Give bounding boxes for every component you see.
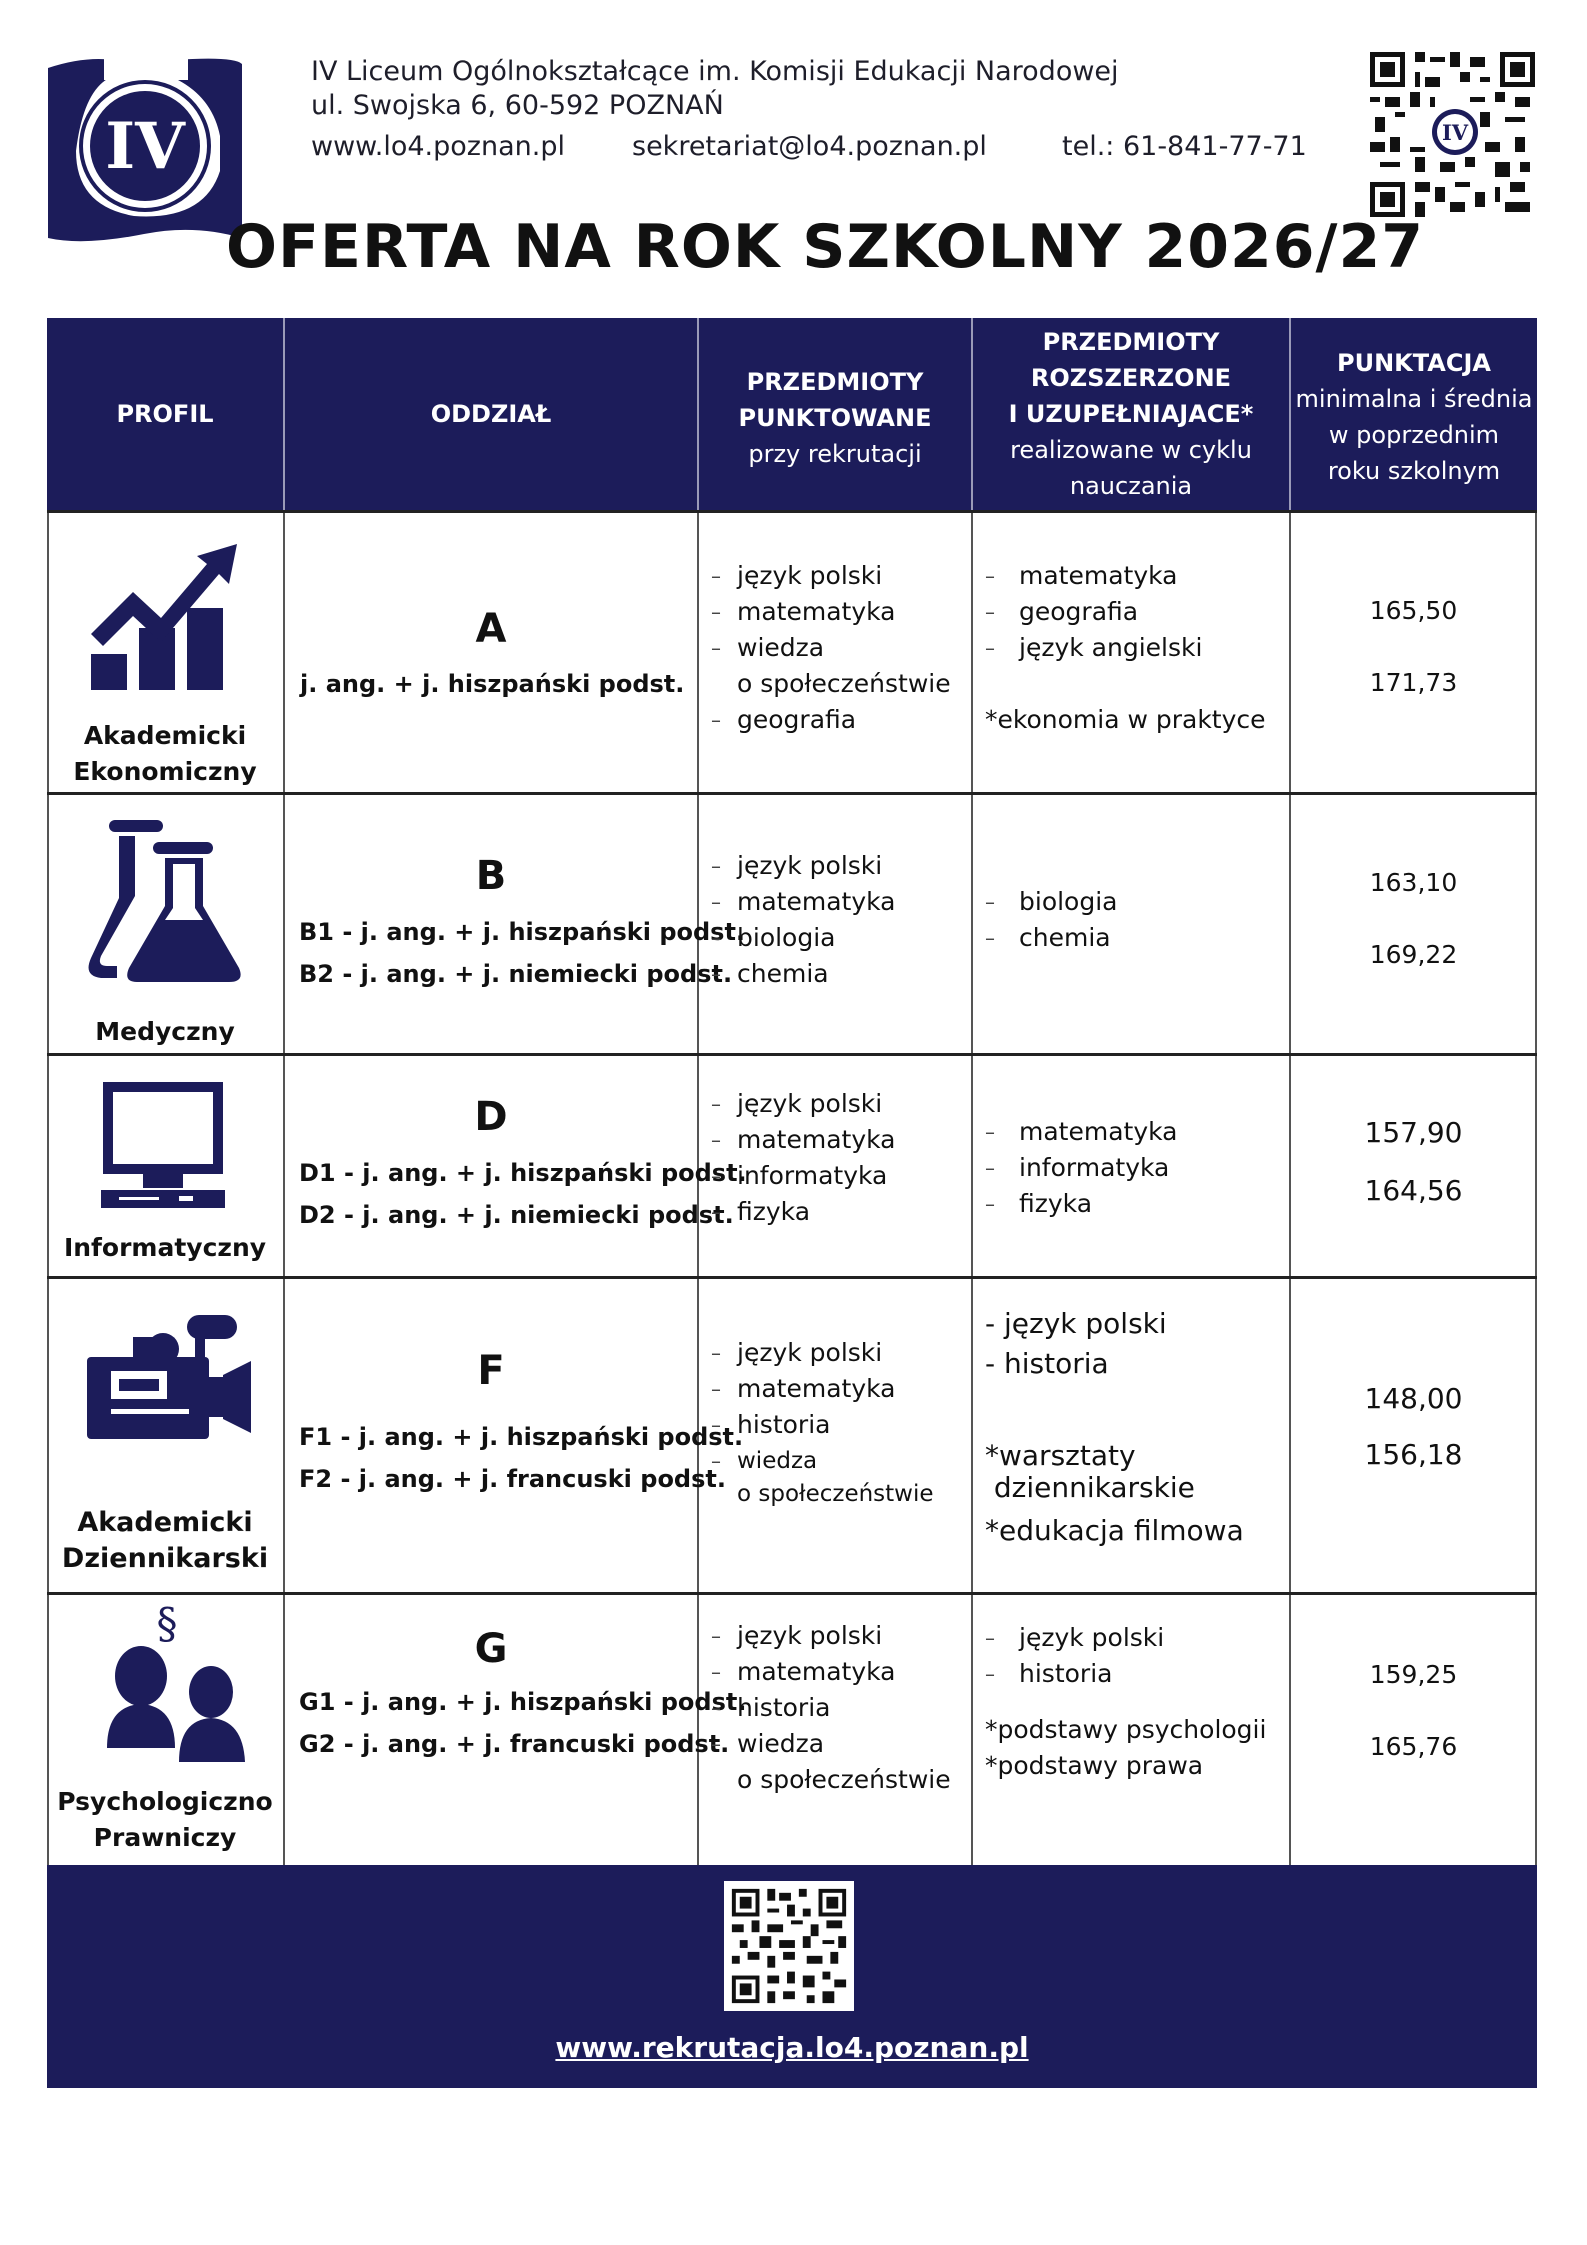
email-link[interactable]: sekretariat@lo4.poznan.pl bbox=[632, 131, 987, 162]
recruitment-link[interactable]: www.rekrutacja.lo4.poznan.pl bbox=[555, 2031, 1029, 2064]
profile-name: Psychologiczno Prawniczy bbox=[57, 1787, 273, 1852]
list-item: – matematyka bbox=[711, 594, 951, 630]
extended-subject: - historia bbox=[985, 1347, 1109, 1380]
class-description: G2 - j. ang. + j. francuski podst. bbox=[299, 1730, 730, 1758]
offer-table bbox=[47, 318, 1537, 2088]
list-item: – język polski bbox=[711, 558, 951, 594]
list-item: – matematyka bbox=[711, 1122, 895, 1158]
list-item: – wiedza bbox=[711, 1726, 951, 1762]
list-item: – historia bbox=[711, 1407, 934, 1443]
class-letter: A bbox=[475, 606, 507, 652]
score-min: 159,25 bbox=[1369, 1660, 1458, 1689]
list-item: – język angielski bbox=[985, 630, 1202, 666]
list-item: – język polski bbox=[711, 1335, 934, 1371]
scored-subjects bbox=[711, 848, 895, 992]
website-link[interactable]: www.lo4.poznan.pl bbox=[311, 131, 565, 162]
list-item: – matematyka bbox=[985, 1114, 1177, 1150]
profile-name: Informatyczny bbox=[63, 1233, 267, 1262]
score-avg: 165,76 bbox=[1369, 1732, 1458, 1761]
list-item: – geografia bbox=[985, 594, 1202, 630]
list-item: – wiedza bbox=[711, 630, 951, 666]
extended-subject: - język polski bbox=[985, 1307, 1167, 1340]
list-item: – język polski bbox=[711, 1618, 951, 1654]
grid-line bbox=[283, 318, 285, 510]
flasks-icon bbox=[87, 816, 247, 986]
grid-line bbox=[1289, 318, 1291, 510]
list-item: – historia bbox=[711, 1690, 951, 1726]
people-paragraph-icon bbox=[107, 1598, 262, 1763]
supplementary-subject: *podstawy prawa bbox=[985, 1751, 1204, 1780]
supplementary-subject: *ekonomia w praktyce bbox=[985, 705, 1266, 734]
class-description: D2 - j. ang. + j. niemiecki podst. bbox=[299, 1201, 734, 1229]
supplementary-subject: *warsztaty bbox=[985, 1439, 1136, 1472]
list-item: – chemia bbox=[985, 920, 1118, 956]
class-letter: B bbox=[475, 853, 507, 899]
extended-subjects bbox=[985, 1114, 1177, 1222]
supplementary-subject: *podstawy psychologii bbox=[985, 1715, 1267, 1744]
list-item: – biologia bbox=[711, 920, 895, 956]
score-min: 163,10 bbox=[1369, 868, 1458, 897]
list-item: – fizyka bbox=[711, 1194, 895, 1230]
svg-text:IV: IV bbox=[1441, 120, 1469, 145]
grid-line bbox=[697, 510, 699, 1865]
profile-name: Akademicki Ekonomiczny bbox=[73, 721, 257, 786]
list-item: – wiedza bbox=[711, 1443, 934, 1479]
svg-text:IV: IV bbox=[105, 109, 185, 184]
grid-line bbox=[697, 318, 699, 510]
school-name: IV Liceum Ogólnokształcące im. Komisji Edukacji Narodowej bbox=[311, 56, 1119, 87]
class-description: B1 - j. ang. + j. hiszpański podst. bbox=[299, 918, 746, 946]
qr-code-icon bbox=[724, 1881, 854, 2011]
extended-subjects bbox=[985, 1620, 1164, 1692]
score-avg: 156,18 bbox=[1364, 1438, 1463, 1471]
growth-chart-icon bbox=[87, 538, 242, 693]
phone-number: tel.: 61-841-77-71 bbox=[1062, 131, 1307, 162]
scored-subjects bbox=[711, 1335, 934, 1509]
list-item: o społeczeństwie bbox=[737, 669, 951, 698]
scored-subjects bbox=[711, 1086, 895, 1230]
svg-text:§: § bbox=[156, 1599, 178, 1648]
grid-line bbox=[47, 1053, 1537, 1056]
score-min: 157,90 bbox=[1364, 1116, 1463, 1149]
grid-line bbox=[971, 318, 973, 510]
header-rozszerzone: PRZEDMIOTY ROZSZERZONE I UZUPEŁNIAJACE* realizowane w cyklu nauczania bbox=[1008, 328, 1254, 500]
list-item: – fizyka bbox=[985, 1186, 1177, 1222]
list-item: – matematyka bbox=[711, 1371, 934, 1407]
list-item: – chemia bbox=[711, 956, 895, 992]
supplementary-subject: dziennikarskie bbox=[985, 1471, 1195, 1504]
grid-line bbox=[47, 792, 1537, 795]
header-punktowane: PRZEDMIOTY PUNKTOWANE przy rekrutacji bbox=[738, 368, 932, 468]
list-item: – matematyka bbox=[985, 558, 1202, 594]
list-item: – matematyka bbox=[711, 884, 895, 920]
class-letter: F bbox=[477, 1348, 505, 1394]
grid-line bbox=[47, 510, 1537, 513]
grid-line bbox=[971, 510, 973, 1865]
grid-line bbox=[47, 1592, 1537, 1595]
class-description: F2 - j. ang. + j. francuski podst. bbox=[299, 1465, 726, 1493]
page-title: OFERTA NA ROK SZKOLNY 2026/27 bbox=[226, 212, 1424, 282]
list-item: – informatyka bbox=[711, 1158, 895, 1194]
school-address: ul. Swojska 6, 60-592 POZNAŃ bbox=[311, 90, 724, 121]
scored-subjects bbox=[711, 558, 951, 738]
list-item: – matematyka bbox=[711, 1654, 951, 1690]
class-description: D1 - j. ang. + j. hiszpański podst. bbox=[299, 1159, 747, 1187]
class-description: F1 - j. ang. + j. hiszpański podst. bbox=[299, 1423, 744, 1451]
class-description: B2 - j. ang. + j. niemiecki podst. bbox=[299, 960, 733, 988]
list-item: – historia bbox=[985, 1656, 1164, 1692]
grid-line bbox=[47, 510, 49, 1865]
list-item: o społeczeństwie bbox=[737, 1481, 934, 1507]
extended-subjects bbox=[985, 884, 1118, 956]
list-item: – biologia bbox=[985, 884, 1118, 920]
extended-subjects bbox=[985, 558, 1202, 666]
score-avg: 171,73 bbox=[1369, 668, 1458, 697]
header-profil: PROFIL bbox=[116, 400, 214, 428]
class-description: G1 - j. ang. + j. hiszpański podst. bbox=[299, 1688, 747, 1716]
header-oddzial: ODDZIAŁ bbox=[430, 400, 552, 428]
supplementary-subject: *edukacja filmowa bbox=[985, 1514, 1244, 1547]
computer-icon bbox=[99, 1080, 229, 1210]
video-camera-icon bbox=[83, 1313, 253, 1443]
class-description: j. ang. + j. hiszpański podst. bbox=[300, 670, 685, 698]
list-item: – informatyka bbox=[985, 1150, 1177, 1186]
footer-band bbox=[47, 1865, 1537, 2088]
score-min: 165,50 bbox=[1369, 596, 1458, 625]
score-avg: 169,22 bbox=[1369, 940, 1458, 969]
list-item: – język polski bbox=[985, 1620, 1164, 1656]
list-item: – język polski bbox=[711, 848, 895, 884]
profile-name: Akademicki Dziennikarski bbox=[61, 1507, 269, 1574]
list-item: o społeczeństwie bbox=[737, 1765, 951, 1794]
list-item: – geografia bbox=[711, 702, 951, 738]
header-punktacja: PUNKTACJA minimalna i średnia w poprzednim roku szkolnym bbox=[1295, 349, 1533, 485]
profile-name: Medyczny bbox=[95, 1017, 235, 1046]
score-avg: 164,56 bbox=[1364, 1174, 1463, 1207]
class-letter: G bbox=[474, 1626, 508, 1672]
scored-subjects bbox=[711, 1618, 951, 1798]
class-letter: D bbox=[474, 1094, 508, 1140]
score-min: 148,00 bbox=[1364, 1382, 1463, 1415]
qr-code-icon bbox=[1370, 52, 1535, 217]
grid-line bbox=[47, 1276, 1537, 1279]
list-item: – język polski bbox=[711, 1086, 895, 1122]
